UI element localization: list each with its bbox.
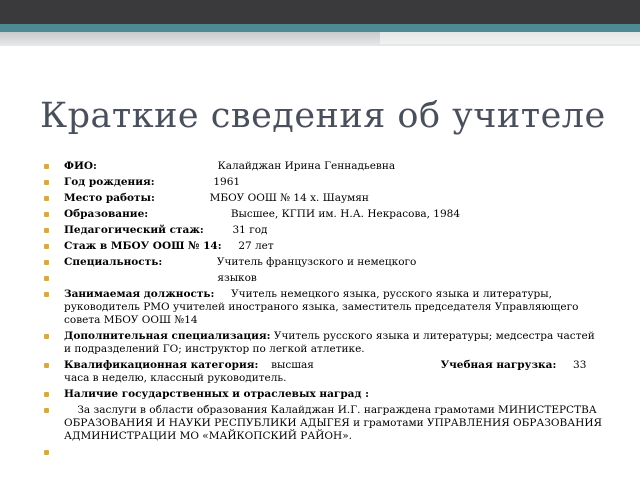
list-item-school-experience [44, 240, 604, 253]
item-value-2: 33 часа в неделю, классный руководитель. [64, 359, 587, 384]
item-label: Наличие государственных и отраслевых наград : [64, 388, 370, 400]
list-item-empty [44, 446, 604, 459]
list-item-specialty [44, 256, 604, 269]
bullet-icon [44, 292, 49, 297]
item-label: ФИО: [64, 160, 97, 172]
list-item-position [44, 288, 604, 327]
item-value: высшая [271, 359, 314, 371]
slide-title: Краткие сведения об учителе [40, 96, 606, 136]
bullet-icon [44, 164, 49, 169]
item-value: 27 лет [238, 240, 274, 252]
item-value: Учитель немецкого языка, русского языка и литературы, руководитель РМО учителей иностраного языка, заместитель председателя Управляющего совета МБОУ ООШ №14 [64, 288, 579, 326]
item-value: МБОУ ООШ № 14 х. Шаумян [209, 192, 369, 204]
list-item-qualification [44, 359, 604, 385]
list-item-specialty-cont [44, 272, 604, 285]
item-value: Высшее, КГПИ им. Н.А. Некрасова, 1984 [230, 208, 461, 220]
bullet-icon [44, 450, 49, 455]
item-label: Год рождения: [64, 176, 155, 188]
item-label: Педагогический стаж: [64, 224, 204, 236]
bullet-icon [44, 244, 49, 249]
item-label: Занимаемая должность: [64, 288, 215, 300]
item-value: Калайджан Ирина Геннадьевна [217, 160, 396, 172]
bullet-icon [44, 363, 49, 368]
list-item-awards-heading [44, 388, 604, 401]
list-item-workplace [44, 192, 604, 205]
bullet-icon [44, 408, 49, 413]
bullet-icon [44, 334, 49, 339]
bullet-icon [44, 276, 49, 281]
list-item-fio [44, 160, 604, 173]
header-dark-bar [0, 0, 640, 24]
item-value: Учитель французского и немецкого [216, 256, 417, 268]
item-value: За заслуги в области образования Калайджан И.Г. награждена грамотами МИНИСТЕРСТВА ОБРАЗОВАНИЯ И НАУКИ РЕСПУБЛИКИ АДЫГЕЯ и грамотами УПРАВЛЕНИЯ ОБРАЗОВАНИЯ АДМИНИСТРАЦИИ МО «МАЙКОПСКИЙ РАЙОН». [64, 404, 602, 442]
item-label: Дополнительная специализация: [64, 330, 271, 342]
list-item-birth-year [44, 176, 604, 189]
list-item-teaching-experience [44, 224, 604, 237]
bullet-icon [44, 228, 49, 233]
bullet-icon [44, 260, 49, 265]
bullet-icon [44, 180, 49, 185]
bullet-icon [44, 196, 49, 201]
item-value: 1961 [213, 176, 241, 188]
item-value: 31 год [232, 224, 268, 236]
header-gray-notch [380, 32, 640, 44]
item-value: Учитель русского языка и литературы; медсестра частей и подразделений ГО; инструктор по легкой атлетике. [64, 330, 595, 355]
list-item-education [44, 208, 604, 221]
info-list [44, 160, 604, 462]
item-label: Квалификационная категория: [64, 359, 259, 371]
list-item-extra-specialization [44, 330, 604, 356]
item-label: Стаж в МБОУ ООШ № 14: [64, 240, 222, 252]
item-label: Место работы: [64, 192, 155, 204]
header-teal-stripe [0, 24, 640, 32]
item-label: Образование: [64, 208, 149, 220]
bullet-icon [44, 392, 49, 397]
item-value: языков [217, 272, 257, 284]
list-item-awards-text [44, 404, 604, 443]
item-label-2: Учебная нагрузка: [440, 359, 557, 371]
bullet-icon [44, 212, 49, 217]
item-label: Специальность: [64, 256, 163, 268]
